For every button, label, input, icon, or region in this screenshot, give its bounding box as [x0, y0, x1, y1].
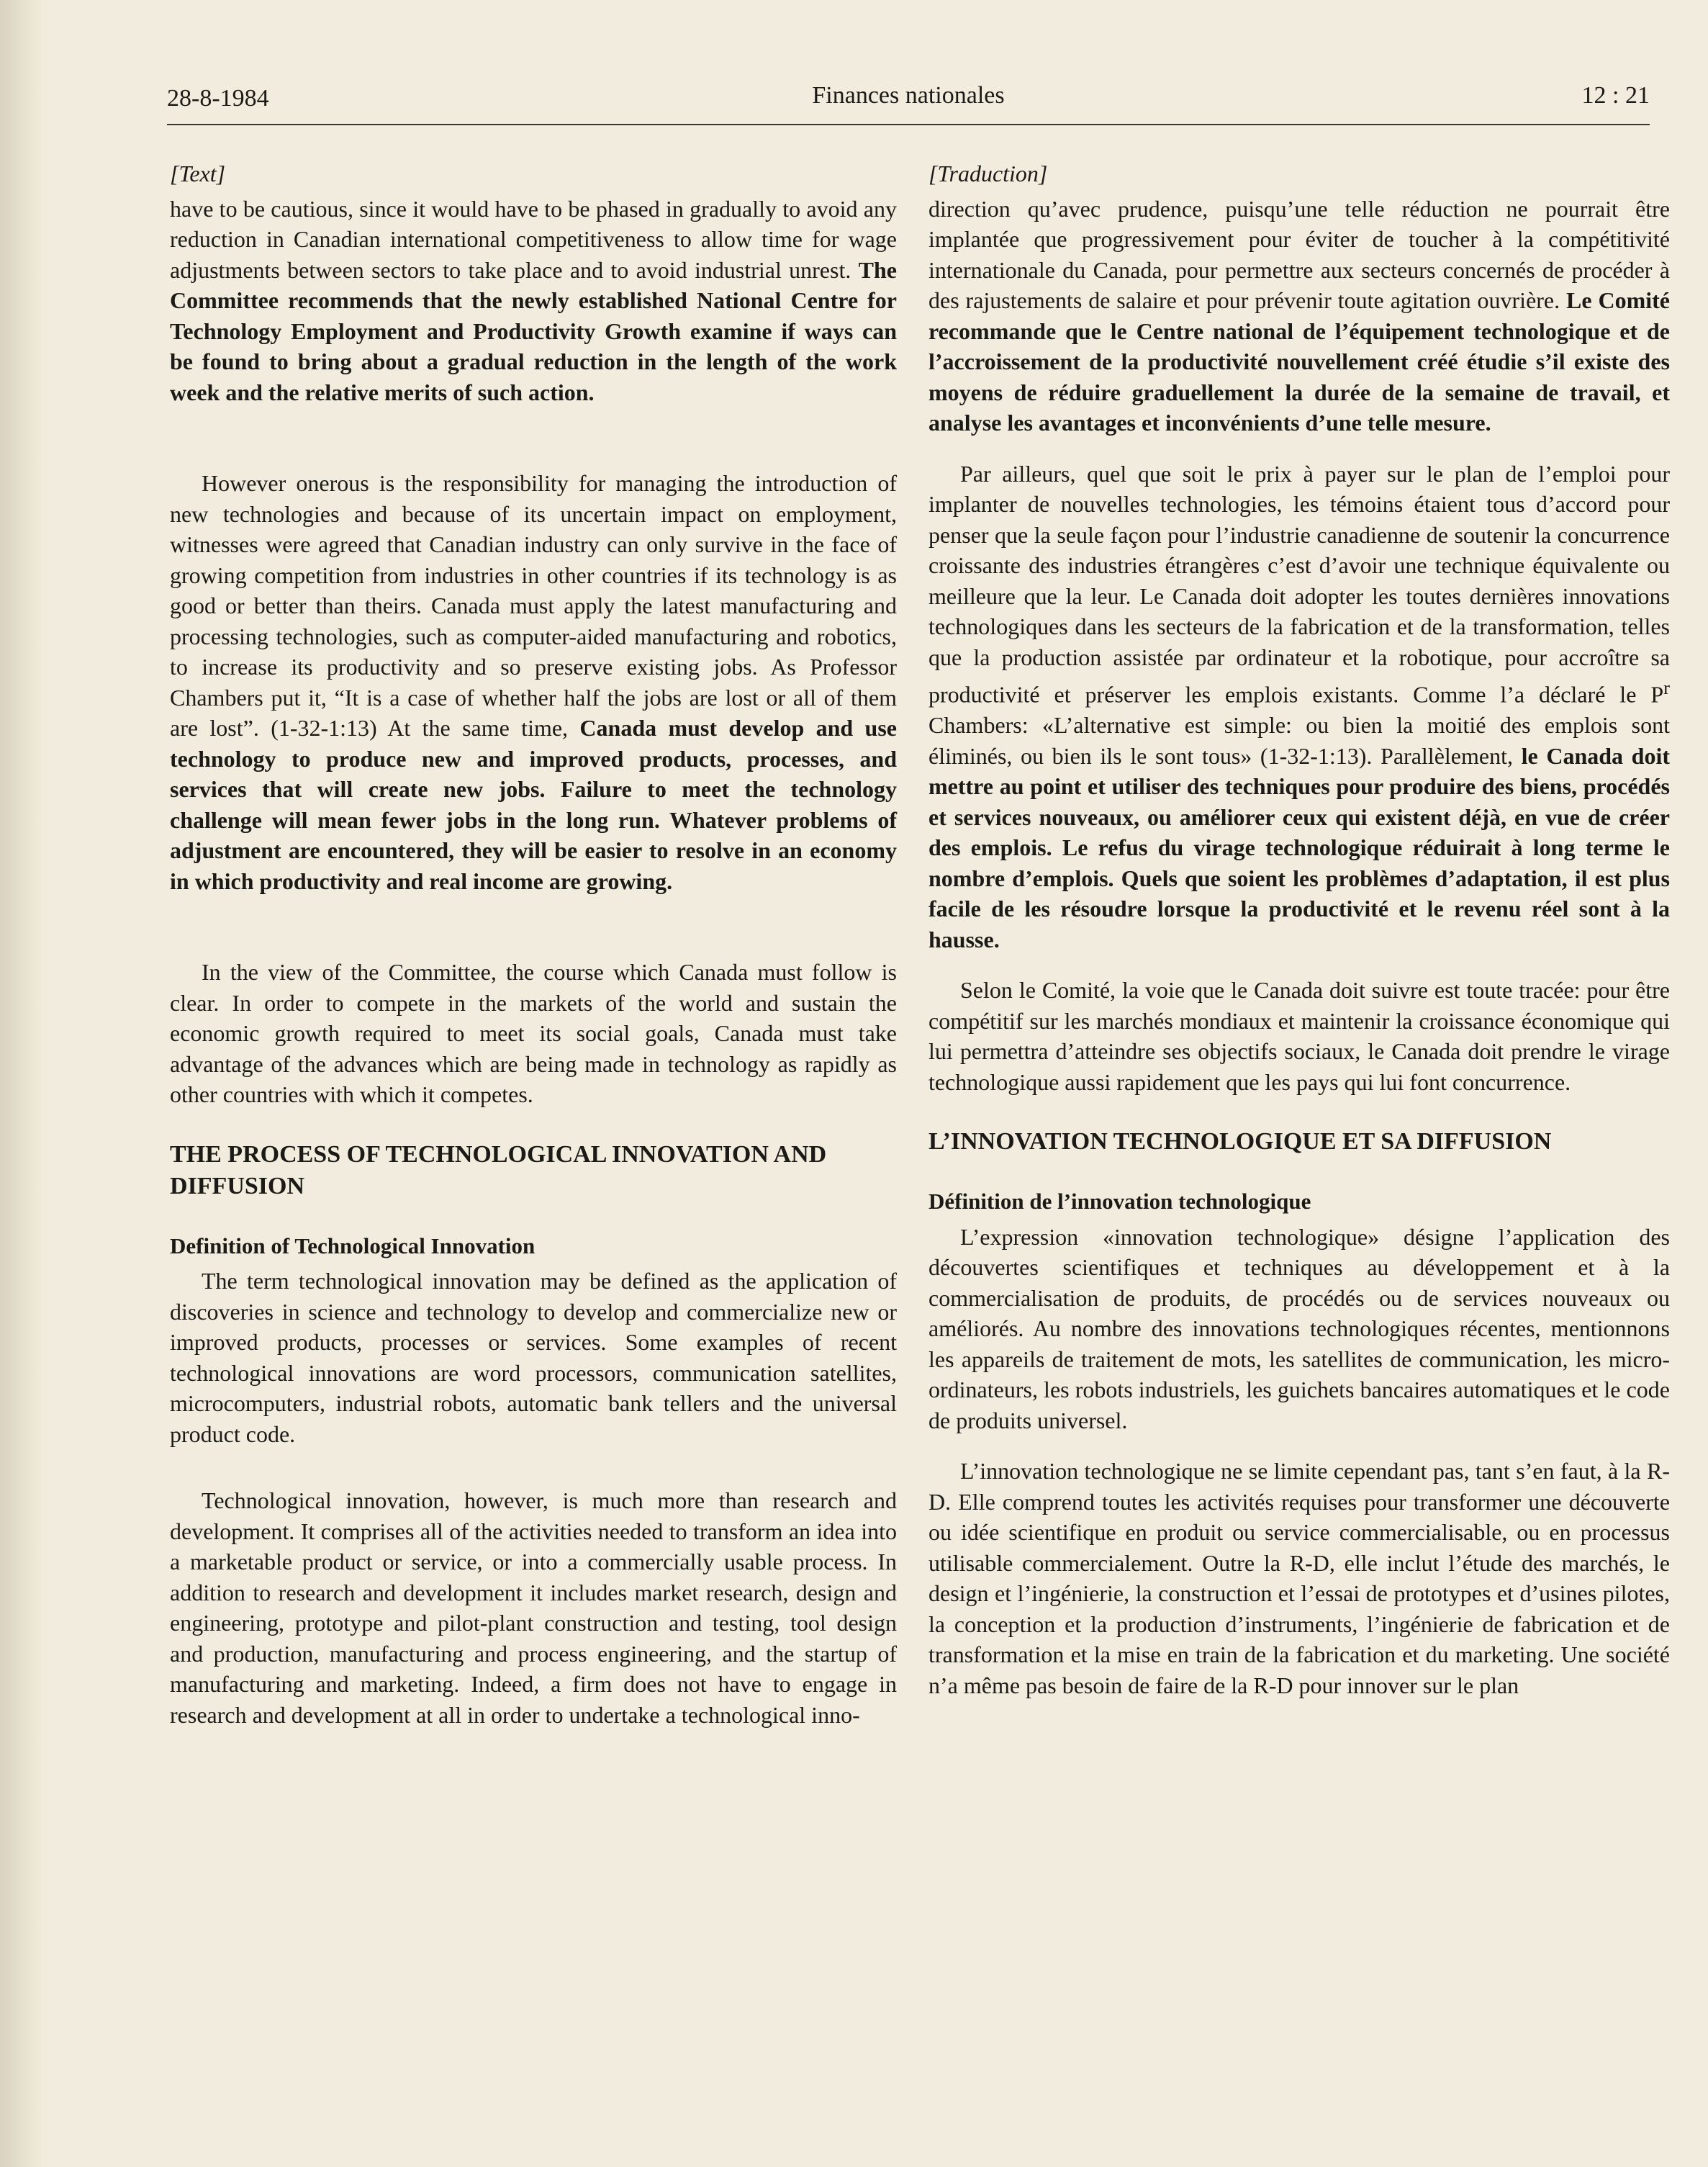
english-paragraph-4: The term technological innovation may be defined as the application of discoveries in science and technology to develop and commercialize new or improved products, processes or services. Some examples of recent technological innovations are word processors, communication satellites, microcomputers, industrial robots, automatic bank tellers and the universal product code.: [170, 1268, 897, 1447]
text-marker: [Text]: [170, 161, 226, 186]
translation-marker: [Traduction]: [928, 161, 1048, 186]
english-subsection-title: Definition of Technological Innovation: [170, 1233, 536, 1258]
english-paragraph-5: Technological innovation, however, is much more than research and development. It comprises all of the activities needed to transform an idea into a marketable product or service, or into a commercially usable process. In addition to research and development it includes market research, design and engineering, prototype and pilot-plant construction and testing, tool design and production, manufacturing and process engineering, and the startup of manufacturing and marketing. Indeed, a firm does not have to engage in research and development at all in order to undertake a technological inno-: [170, 1487, 897, 1728]
header-date: 28-8-1984: [167, 85, 269, 112]
french-p2-superscript: r: [1663, 677, 1670, 698]
french-p2-text-b: Chambers: «L’alternative est simple: ou bien la moitié des emplois sont éliminés, ou bien ils le sont tous» (1-32-1:13). Parallèlement,: [928, 712, 1670, 769]
french-p2-emphasis: le Canada doit mettre au point et utiliser des techniques pour produire des biens, procédés et services nouveaux, ou améliorer ceux qui existent déjà, en vue de créer des emplois. Le refus du virage technologique réduirait à long terme le nombre d’emplois. Quels que soient les problèmes d’adaptation, il est plus facile de les résoudre lorsque la productivité et le revenu réel sont à la hausse.: [928, 742, 1671, 952]
french-paragraph-3: Selon le Comité, la voie que le Canada doit suivre est toute tracée: pour être compétitif sur les marchés mondiaux et maintenir la croissance économique qui lui permettra d’atteindre ses objectifs sociaux, le Canada doit prendre le virage technologique aussi rapidement que les pays qui lui font concurrence.: [928, 977, 1670, 1095]
spacer: [170, 916, 897, 957]
spacer: [170, 1469, 897, 1485]
page-edge-shadow: [0, 0, 43, 2167]
english-p2-emphasis: Canada must develop and use technology to produce new and improved products, processes, and services that will create new jobs. Failure to meet the technology challenge will mean fewer jobs in the long run. Whatever problems of adjustment are encountered, they will be easier to resolve in an economy in which productivity and real income are growing.: [170, 715, 898, 894]
french-paragraph-4: L’expression «innovation technologique» désigne l’application des découvertes scientifiques et techniques au développement et à la commercialisation de produits, de procédés ou de services nouveaux ou améliorés. Au nombre des innovations technologiques récentes, mentionnons les appareils de traitement de mots, les satellites de communication, les micro-ordinateurs, les robots industriels, les guichets bancaires automatiques et le code de produits universel.: [928, 1223, 1670, 1433]
english-p2-text: However onerous is the responsibility for managing the introduction of new technologies and because of its uncertain impact on employment, witnesses were agreed that Canadian industry can only survive in the face of growing competition from industries in other countries if its technology is as good or better than theirs. Canada must apply the latest manufacturing and processing technologies, such as computer-aided manufacturing and robotics, to increase its productivity and so preserve existing jobs. As Professor Chambers put it, “It is a case of whether half the jobs are lost or all of them are lost”. (1-32-1:13) At the same time,: [170, 470, 897, 741]
french-section-title: L’INNOVATION TECHNOLOGIQUE ET SA DIFFUSION: [928, 1128, 1552, 1155]
header-title: Finances nationales: [812, 82, 1005, 109]
french-p1-recommendation: Le Comité recommande que le Centre national de l’équipement technologique et de l’accroissement de la productivité nouvellement créé étudie s’il existe des moyens de réduire graduellement la durée de la semaine de travail, et analyse les avantages et inconvénients d’une telle mesure.: [928, 287, 1671, 436]
french-p2-text-a: Par ailleurs, quel que soit le prix à payer sur le plan de l’emploi pour implanter de nouvelles technologies, les témoins étaient tous d’accord pour penser que la seule façon pour l’industrie canadienne de soutenir la concurrence croissante des industries étrangères c’est d’avoir une technique équivalente ou meilleure que la leur. Le Canada doit adopter les toutes dernières innovations technologiques dans les secteurs de la fabrication et de la transformation, telles que la production assistée par ordinateur et la robotique, pour accroître sa productivité et préserver les emplois existants. Comme l’a déclaré le P: [928, 460, 1670, 708]
french-paragraph-1: [928, 194, 1670, 438]
english-column: [170, 158, 897, 1750]
english-p1-text: have to be cautious, since it would have to be phased in gradually to avoid any reduction in Canadian international competitiveness to allow time for wage adjustments between sectors to take place and to avoid industrial unrest.: [170, 195, 897, 283]
english-paragraph-2: [170, 468, 897, 896]
french-paragraph-2: [928, 459, 1670, 955]
english-p1-recommendation: The Committee recommends that the newly established National Centre for Technology Employment and Productivity Growth examine if ways can be found to bring about a gradual reduction in the length of the work week and the relative merits of such action.: [170, 256, 897, 405]
header-page-number: 12 : 21: [1581, 82, 1650, 109]
french-subsection-title: Définition de l’innovation technologique: [928, 1189, 1311, 1215]
french-paragraph-5: L’innovation technologique ne se limite cependant pas, tant s’en faut, à la R-D. Elle comprend toutes les activités requises pour transformer une découverte ou idée scientifique en produit ou service commercialisable, ou en processus utilisable commercialement. Outre la R-D, elle inclut l’étude des marchés, le design et l’ingénierie, la construction et l’essai de prototypes et d’usines pilotes, la conception et la production d’instruments, l’ingénierie de fabrication et de transformation et la mise en train de la fabrication et du marketing. Une société n’a même pas besoin de faire de la R-D pour innover sur le plan: [928, 1458, 1670, 1698]
french-column: [928, 158, 1670, 1721]
english-paragraph-3: In the view of the Committee, the course which Canada must follow is clear. In order to compete in the markets of the world and sustain the economic growth required to meet its social goals, Canada must take advantage of the advances which are being made in technology as rapidly as other countries with which it competes.: [170, 959, 897, 1107]
english-paragraph-1: [170, 194, 897, 408]
english-section-title: THE PROCESS OF TECHNOLOGICAL INNOVATION AND DIFFUSION: [170, 1140, 827, 1199]
header-rule: [167, 124, 1650, 125]
french-p1-text: direction qu’avec prudence, puisqu’une telle réduction ne pourrait être implantée que progressivement pour éviter de toucher à la compétitivité internationale du Canada, pour permettre aux secteurs concernés de procéder à des rajustements de salaire et pour prévenir toute agitation ouvrière.: [928, 195, 1670, 313]
spacer: [170, 428, 897, 468]
